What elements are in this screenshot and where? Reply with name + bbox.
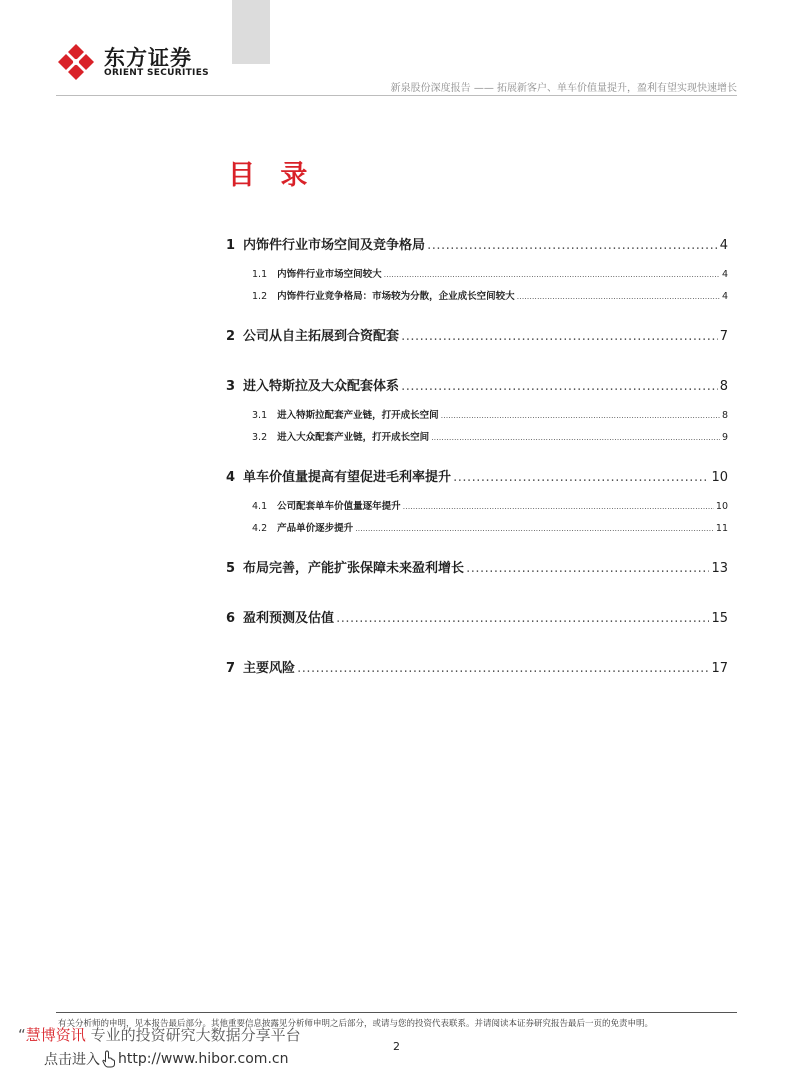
orient-logo-icon	[56, 42, 96, 82]
toc-entry-4-2[interactable]: 4.2 产品单价逐步提升 ..... 11	[226, 520, 728, 534]
toc-entry-4-1[interactable]: 4.1 公司配套单车价值量逐年提升 ..... 10	[226, 498, 728, 512]
toc-entry-1-1[interactable]: 1.1 内饰件行业市场空间较大 ..... 4	[226, 266, 728, 280]
toc-entry-3-2[interactable]: 3.2 进入大众配套产业链，打开成长空间 ..... 9	[226, 429, 728, 443]
company-logo	[56, 42, 221, 82]
toc-entry-7[interactable]: 7 主要风险 ..... 17	[226, 657, 728, 676]
watermark-brand: 慧博资讯	[25, 1026, 86, 1044]
toc-leader-dots	[401, 329, 718, 344]
toc-entry-1-2[interactable]: 1.2 内饰件行业竞争格局：市场较为分散，企业成长空间较大 ..... 4	[226, 288, 728, 302]
toc-entry-2[interactable]: 2 公司从自主拓展到合资配套 ..... 7	[226, 325, 728, 344]
toc-leader-dots	[431, 432, 720, 443]
toc-leader-dots	[336, 611, 709, 626]
watermark-slogan: 专业的投资研究大数据分享平台	[90, 1026, 301, 1044]
toc-leader-dots	[403, 501, 714, 512]
toc-leader-dots	[466, 561, 709, 576]
toc-leader-dots	[384, 269, 720, 280]
footer-disclaimer: 有关分析师的申明，见本报告最后部分。其他重要信息披露见分析师申明之后部分，或请与您的投资代表联系。并请阅读本证券研究报告最后一页的免责申明。	[58, 1019, 654, 1029]
watermark-prefix: 点击进入	[44, 1052, 100, 1068]
watermark-quote: “	[18, 1026, 26, 1044]
logo-chinese-name: 东方证券	[104, 46, 192, 70]
toc-leader-dots	[401, 379, 718, 394]
toc-entry-4[interactable]: 4 单车价值量提高有望促进毛利率提升 ..... 10	[226, 466, 728, 485]
watermark-link-line[interactable]	[44, 1049, 288, 1069]
toc-leader-dots	[355, 523, 714, 534]
toc-entry-6[interactable]: 6 盈利预测及估值 ..... 15	[226, 607, 728, 626]
watermark-slogan-line	[18, 1024, 301, 1045]
watermark-url[interactable]: http://www.hibor.com.cn	[118, 1051, 289, 1067]
toc-leader-dots	[517, 291, 720, 302]
report-header-title: 新泉股份深度报告 —— 拓展新客户、单车价值量提升，盈利有望实现快速增长	[390, 83, 737, 94]
page-number: 2	[393, 1040, 400, 1053]
toc-leader-dots	[453, 470, 709, 485]
toc-entry-3[interactable]: 3 进入特斯拉及大众配套体系 ..... 8	[226, 375, 728, 394]
toc-entry-3-1[interactable]: 3.1 进入特斯拉配套产业链，打开成长空间 ..... 8	[226, 407, 728, 421]
toc-entry-1[interactable]: 1 内饰件行业市场空间及竞争格局 ..... 4	[226, 234, 728, 253]
toc-title: 目 录	[228, 160, 316, 191]
toc-entry-5[interactable]: 5 布局完善，产能扩张保障未来盈利增长 ..... 13	[226, 557, 728, 576]
pointing-hand-icon	[102, 1050, 116, 1068]
toc-leader-dots	[441, 410, 720, 421]
toc-leader-dots	[297, 661, 709, 676]
logo-english-name: ORIENT SECURITIES	[104, 68, 209, 78]
header-divider	[56, 95, 737, 96]
header-accent-bar	[232, 0, 270, 64]
footer-divider	[56, 1012, 737, 1013]
toc-leader-dots	[427, 238, 718, 253]
